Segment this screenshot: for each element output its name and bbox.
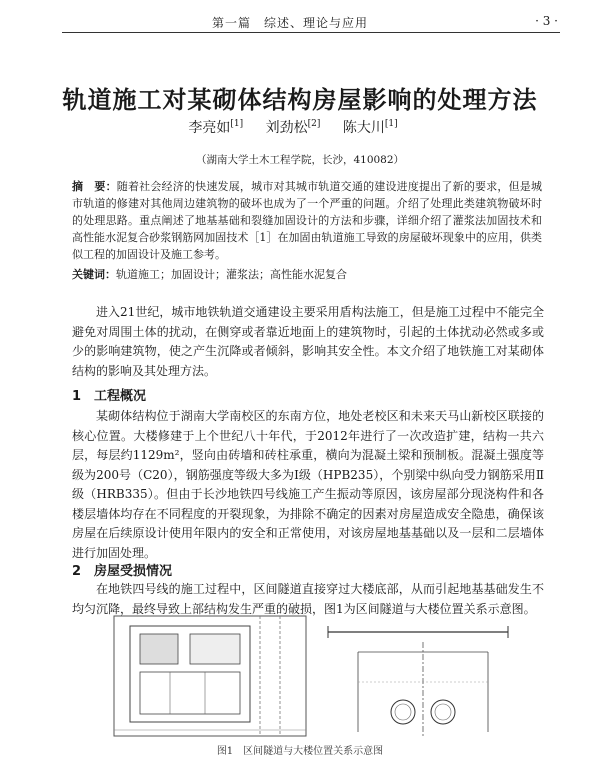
keywords	[72, 266, 542, 283]
author-ref: [2]	[307, 119, 321, 130]
page-number: · 3 ·	[535, 14, 558, 28]
intro-paragraph: 进入21世纪，城市地铁轨道交通建设主要采用盾构法施工，但是施工过程中不能完全避免对周围土体的扰动，在侧穿或者靠近地面上的建筑物时，引起的土体扰动必然或多或少的影响建筑物，使之产生沉降或者倾斜，影响其安全性。本文介绍了地铁施工对某砌体结构的影响及其处理方法。	[72, 305, 544, 378]
section-heading-1: 1 工程概况	[72, 389, 147, 404]
author-name: 刘劲松	[265, 120, 308, 136]
section-1-paragraph: 某砌体结构位于湖南大学南校区的东南方位，地处老校区和未来天马山新校区联接的核心位置。大楼修建于上个世纪八十年代，于2012年进行了一次改造扩建，结构一共六层，每层约1129m²，竖向由砖墙和砖柱承重，横向为混凝土梁和预制板。混凝土强度等级为200号（C20），钢筋强度等级大多为Ⅰ级（HPB235），个别梁中纵向受力钢筋采用Ⅱ级（HRB335）。但由于长沙地铁四号线施工产生振动等原因，该房屋部分现浇构件和各楼层墙体均存在不同程度的开裂现象，为排除不确定的因素对房屋造成安全隐患，确保该房屋在后续原设计使用年限内的安全和正常使用，对该房屋地基基础以及一层和二层墙体进行加固处理。	[72, 409, 544, 560]
author-name: 陈大川	[342, 120, 385, 136]
affiliation: （湖南大学土木工程学院，长沙，410082）	[195, 154, 405, 166]
author-name: 李亮如	[188, 120, 231, 136]
author-ref: [1]	[230, 119, 244, 130]
plan-view-diagram	[110, 612, 310, 740]
abstract-label: 摘 要：	[72, 180, 117, 193]
abstract-text: 随着社会经济的快速发展，城市对其城市轨道交通的建设进度提出了新的要求，但是城市轨道的修建对其他周边建筑物的破坏也成为了一个严重的问题。介绍了处理此类建筑物破坏时的处理思路。重点阐述了地基基础和裂缝加固设计的方法和步骤，详细介绍了灌浆法加固技术和高性能水泥复合砂浆钢筋网加固技术［1］在加固由轨道施工导致的房屋破坏现象中的应用，供类似工程的加固设计及施工参考。	[72, 180, 542, 261]
section-view-diagram	[318, 612, 518, 740]
author-list	[0, 117, 600, 137]
section-heading-2: 2 房屋受损情况	[72, 564, 173, 579]
running-header	[62, 8, 560, 33]
figure-caption: 图1 区间隧道与大楼位置关系示意图	[216, 746, 384, 757]
keywords-text: 轨道施工；加固设计；灌浆法；高性能水泥复合	[116, 268, 347, 281]
section-2-paragraph: 在地铁四号线的施工过程中，区间隧道直接穿过大楼底部，从而引起地基基础发生不均匀沉降，最终导致上部结构发生严重的破损，图1为区间隧道与大楼位置关系示意图。	[72, 582, 544, 616]
keywords-label: 关键词：	[72, 268, 116, 281]
author-ref: [1]	[384, 119, 398, 130]
article-title: 轨道施工对某砌体结构房屋影响的处理方法	[62, 86, 538, 114]
header-title: 第一篇 综述、理论与应用	[212, 16, 369, 30]
abstract	[72, 178, 542, 263]
